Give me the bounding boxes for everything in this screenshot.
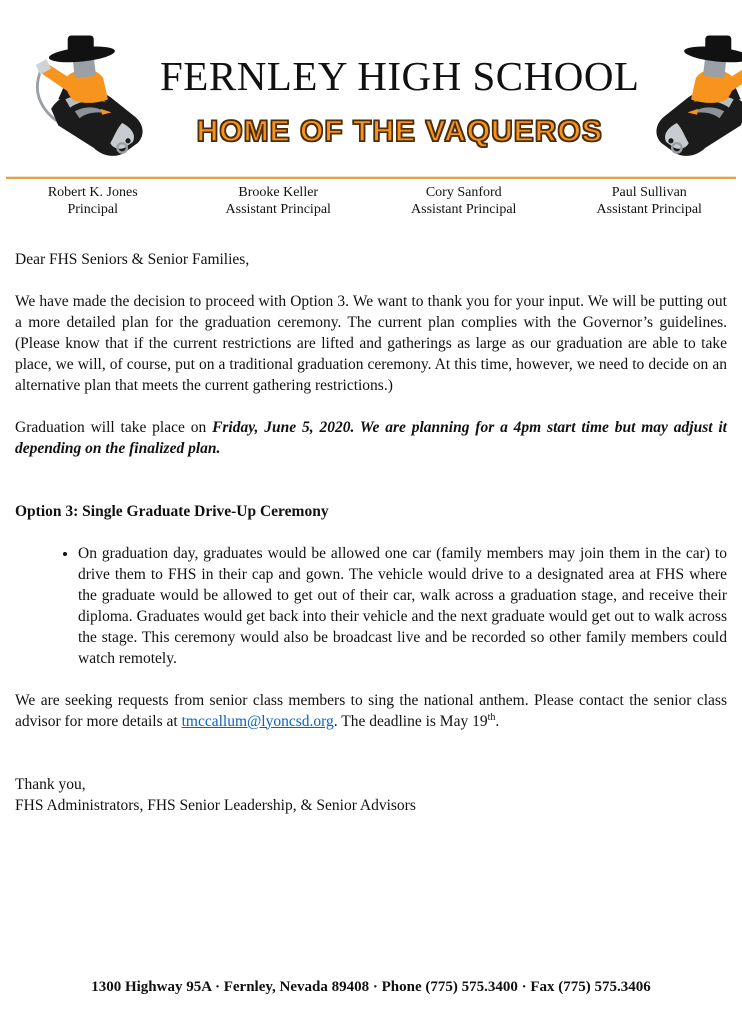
letterhead-titles bbox=[160, 26, 639, 149]
anthem-text-after-link: . The deadline is May 19 bbox=[333, 712, 488, 730]
vaquero-horse-mascot-icon-right bbox=[639, 26, 742, 168]
staff-title: Assistant Principal bbox=[596, 201, 702, 217]
footer-address: 1300 Highway 95A · Fernley, Nevada 89408 · Phone (775) 575.3400 · Fax (775) 575.3406 bbox=[91, 979, 651, 995]
staff-title: Assistant Principal bbox=[225, 201, 331, 217]
staff-name: Robert K. Jones bbox=[47, 185, 138, 200]
gold-divider-rule bbox=[6, 176, 736, 179]
staff-name: Brooke Keller bbox=[238, 185, 319, 200]
email-link[interactable]: tmccallum@lyoncsd.org bbox=[181, 712, 334, 730]
letterhead bbox=[0, 0, 742, 172]
anthem-text-before-link: We are seeking requests from senior class members to sing the national anthem. Please contact the senior class advisor for more details at bbox=[15, 691, 727, 730]
closing-text: Thank you, bbox=[15, 775, 86, 793]
school-motto: HOME OF THE VAQUEROS bbox=[196, 115, 603, 149]
drive-up-ceremony-bullet: • On graduation day, graduates would be allowed one car (family members may join them in the car) to drive them to FHS in their cap and gown. The vehicle would drive to a designated area at FHS where the graduate would be allowed to get out of their car, walk across a graduation stage, and receive their diploma. Graduates would get back into their vehicle and the next graduate would get out to walk across the stage. This ceremony would also be broadcast live and be recorded so other family members could watch remotely. bbox=[78, 543, 727, 669]
salutation: Dear FHS Seniors & Senior Families, bbox=[15, 250, 250, 268]
letter-body bbox=[15, 249, 727, 816]
staff-name: Paul Sullivan bbox=[611, 185, 687, 200]
anthem-period: . bbox=[495, 712, 500, 730]
paragraph-option-decision: We have made the decision to proceed with Option 3. We want to thank you for your input. We will be putting out a more detailed plan for the graduation ceremony. The current plan complies with the Governor’s guidelines. (Please know that if the current restrictions are lifted and gatherings as large as our graduation are able to take place, we will, of course, put on a traditional graduation ceremony. At this time, however, we need to decide on an alternative plan that meets the current gathering restrictions.) bbox=[15, 292, 727, 394]
paragraph-national-anthem bbox=[15, 690, 727, 732]
staff-assistant-principal-2 bbox=[371, 185, 557, 219]
option-3-heading: Option 3: Single Graduate Drive-Up Ceremony bbox=[15, 502, 329, 520]
graduation-date-emphasis: Friday, June 5, 2020. We are planning for a 4pm start time but may adjust it depending on the finalized plan. bbox=[15, 418, 727, 457]
staff-title: Principal bbox=[67, 201, 119, 217]
drive-up-ceremony-list bbox=[15, 543, 727, 669]
ordinal-suffix: th bbox=[487, 711, 496, 723]
graduation-intro-text: Graduation will take place on bbox=[15, 418, 213, 436]
staff-assistant-principal-3 bbox=[557, 185, 742, 219]
staff-assistant-principal-1 bbox=[186, 185, 372, 219]
staff-row bbox=[0, 185, 742, 219]
signature-text: FHS Administrators, FHS Senior Leadership, & Senior Advisors bbox=[15, 796, 416, 814]
staff-principal bbox=[0, 185, 186, 219]
paragraph-graduation-date bbox=[15, 417, 727, 459]
school-name: FERNLEY HIGH SCHOOL bbox=[160, 53, 640, 99]
staff-name: Cory Sanford bbox=[425, 185, 502, 200]
vaquero-horse-mascot-icon-left bbox=[18, 26, 160, 168]
staff-title: Assistant Principal bbox=[411, 201, 517, 217]
closing-block bbox=[15, 774, 727, 816]
